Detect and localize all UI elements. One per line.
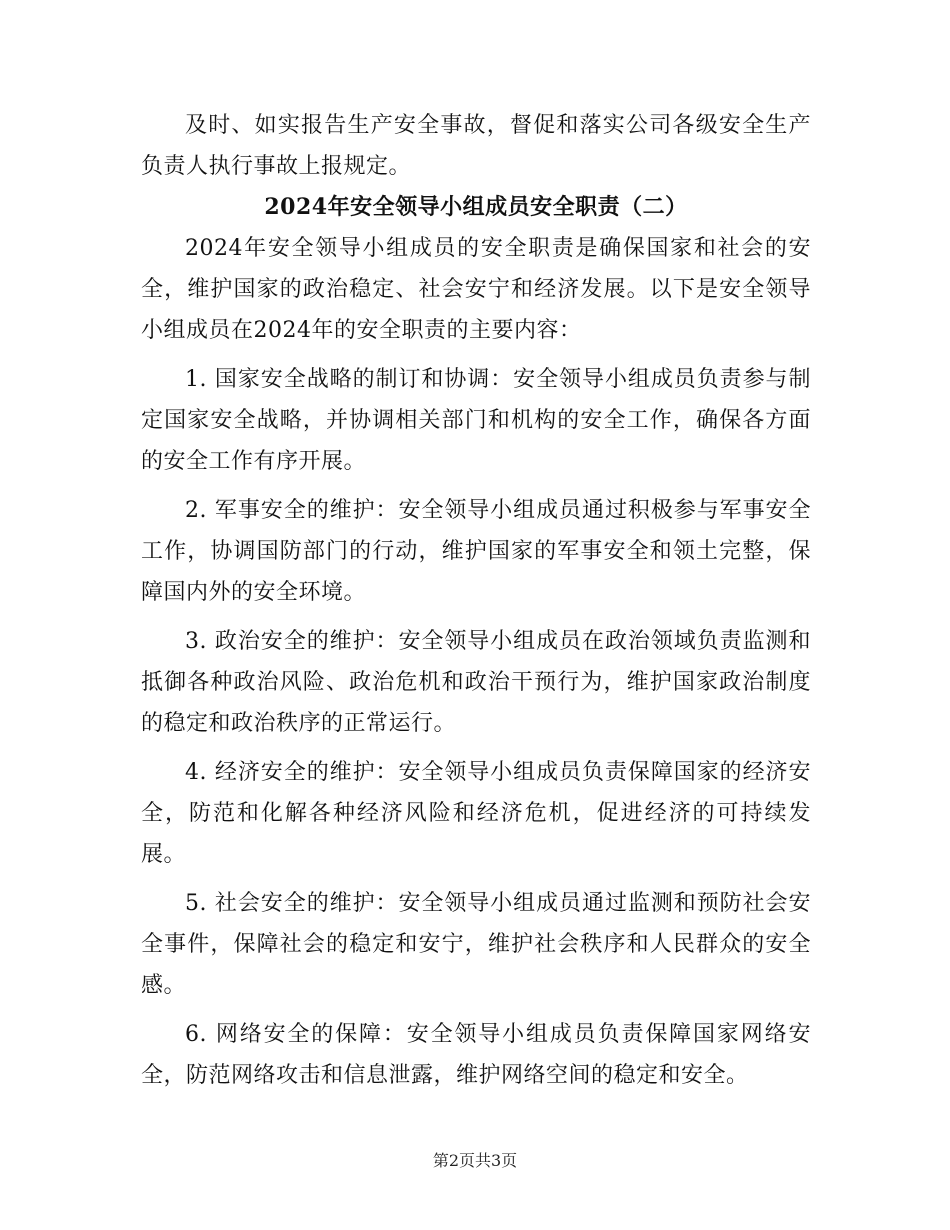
opening-paragraph: 及时、如实报告生产安全事故，督促和落实公司各级安全生产负责人执行事故上报规定。 [141,113,811,179]
duty-item-3: 3. 政治安全的维护：安全领导小组成员在政治领域负责监测和抵御各种政治风险、政治危机和政治干预行为，维护国家政治制度的稳定和政治秩序的正常运行。 [141,629,811,736]
duty-item-2: 2. 军事安全的维护：安全领导小组成员通过积极参与军事安全工作，协调国防部门的行动，维护国家的军事安全和领土完整，保障国内外的安全环境。 [141,498,811,605]
duty-item-5: 5. 社会安全的维护：安全领导小组成员通过监测和预防社会安全事件，保障社会的稳定和安宁，维护社会秩序和人民群众的安全感。 [141,891,811,998]
duty-item-1: 1. 国家安全战略的制订和协调：安全领导小组成员负责参与制定国家安全战略，并协调相关部门和机构的安全工作，确保各方面的安全工作有序开展。 [141,367,811,474]
intro-paragraph: 2024年安全领导小组成员的安全职责是确保国家和社会的安全，维护国家的政治稳定、社会安宁和经济发展。以下是安全领导小组成员在2024年的安全职责的主要内容： [141,236,811,343]
duty-item-6: 6. 网络安全的保障：安全领导小组成员负责保障国家网络安全，防范网络攻击和信息泄露，维护网络空间的稳定和安全。 [141,1022,811,1088]
page-number-footer: 第2页共3页 [432,1151,518,1170]
duty-item-4: 4. 经济安全的维护：安全领导小组成员负责保障国家的经济安全，防范和化解各种经济风险和经济危机，促进经济的可持续发展。 [141,760,811,867]
section-title: 2024年安全领导小组成员安全职责（二） [264,194,688,220]
document-body [141,105,811,1104]
